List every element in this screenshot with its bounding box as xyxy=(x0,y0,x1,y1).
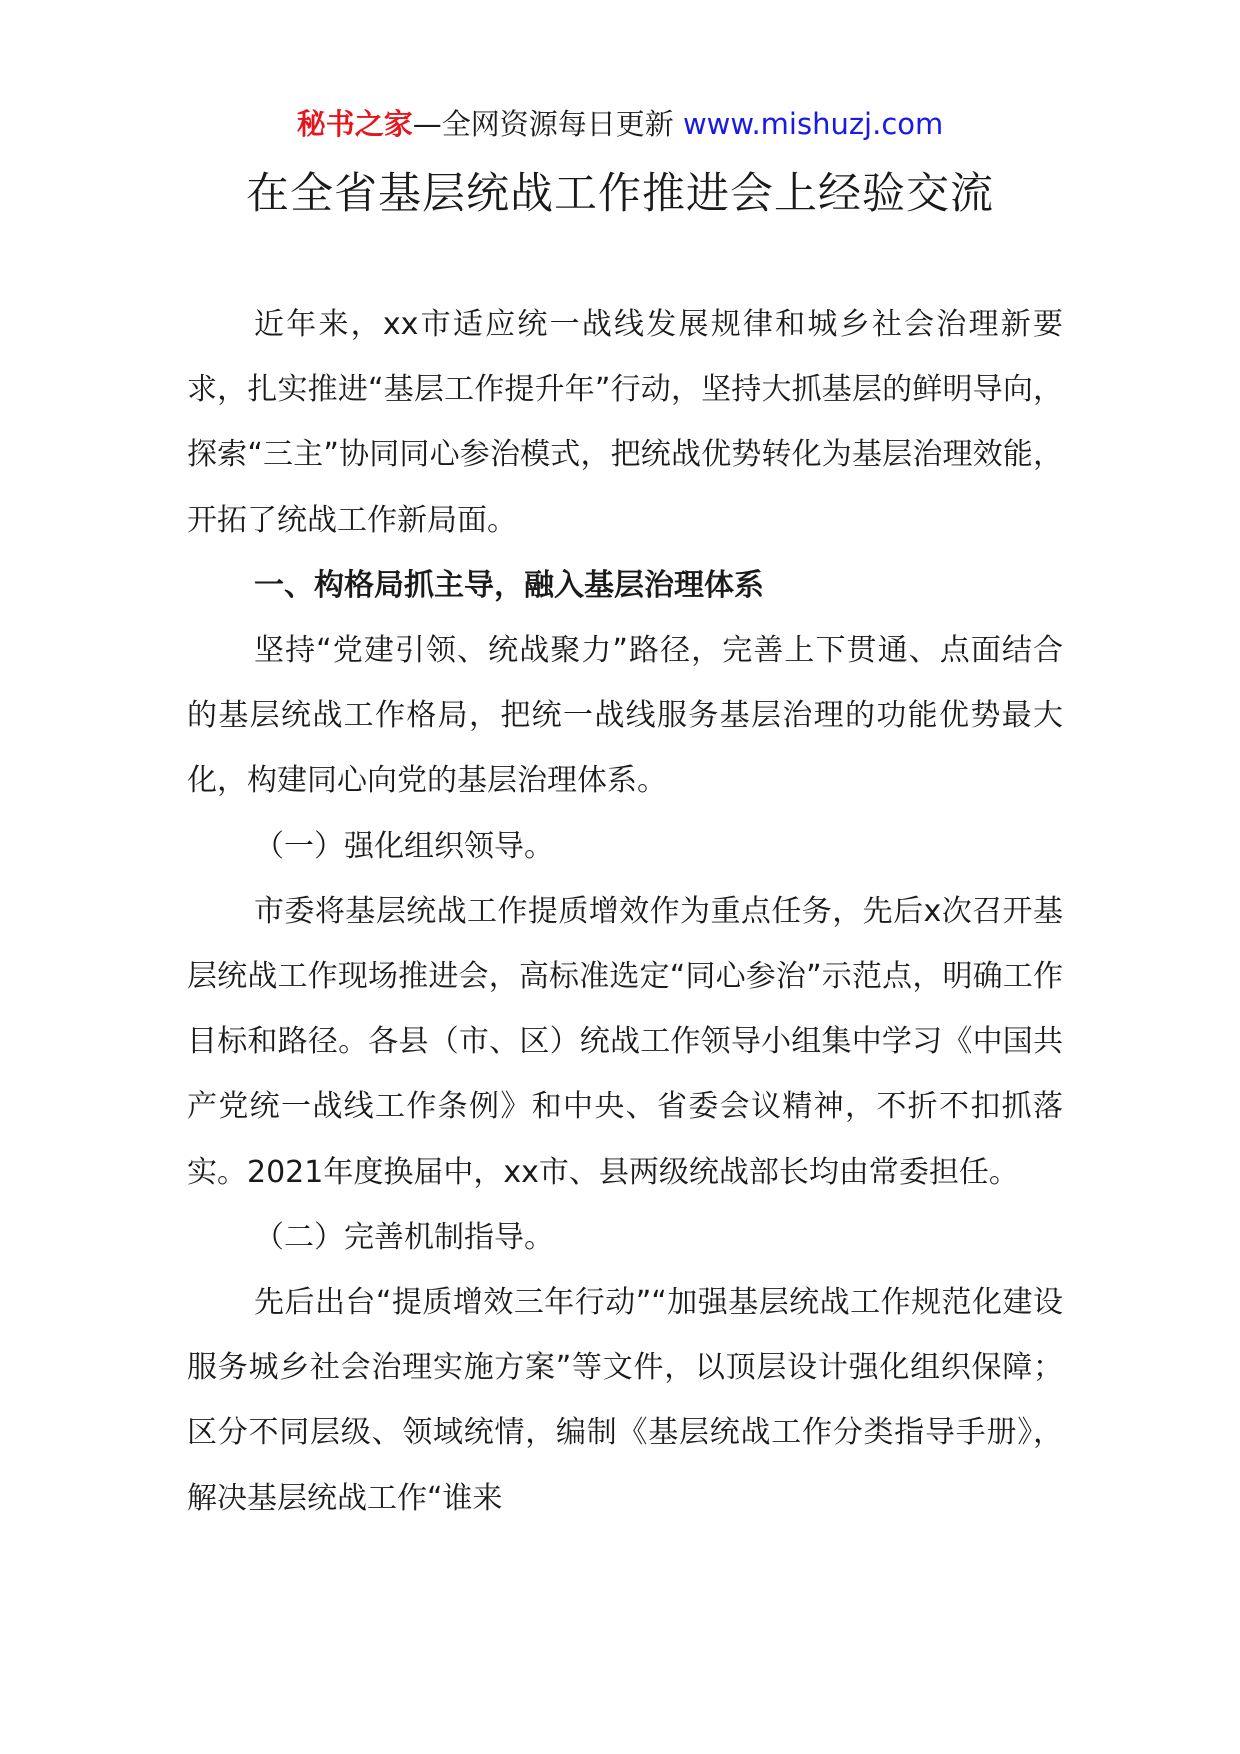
subheading-1: （一）强化组织领导。 xyxy=(254,828,554,864)
site-url-link[interactable]: www.mishuzj.com xyxy=(682,107,944,141)
document-body xyxy=(187,292,1063,1531)
paragraph-subsection-1: 市委将基层统战工作提质增效作为重点任务，先后x次召开基层统战工作现场推进会，高标准选定“同心参治”示范点，明确工作目标和路径。各县（市、区）统战工作领导小组集中学习《中国共产党统一战线工作条例》和中央、省委会议精神，不折不扣抓落实。2021年度换届中，xx市、县两级统战部长均由常委担任。 xyxy=(187,893,1063,1190)
subheading-2: （二）完善机制指导。 xyxy=(254,1219,554,1255)
document-title: 在全省基层统战工作推进会上经验交流 xyxy=(246,169,994,219)
section-heading-1: 一、构格局抓主导，融入基层治理体系 xyxy=(254,567,764,603)
brand-name: 秘书之家 xyxy=(296,107,413,141)
header-tagline: —全网资源每日更新 xyxy=(412,107,674,141)
site-header xyxy=(0,104,1240,144)
paragraph-subsection-2: 先后出台“提质增效三年行动”“加强基层统战工作规范化建设服务城乡社会治理实施方案”等文件，以顶层设计强化组织保障；区分不同层级、领域统情，编制《基层统战工作分类指导手册》，解决基层统战工作“谁来 xyxy=(187,1285,1063,1516)
paragraph-section-1: 坚持“党建引领、统战聚力”路径，完善上下贯通、点面结合的基层统战工作格局，把统一战线服务基层治理的功能优势最大化，构建同心向党的基层治理体系。 xyxy=(187,633,1063,799)
paragraph-intro: 近年来，xx市适应统一战线发展规律和城乡社会治理新要求，扎实推进“基层工作提升年”行动，坚持大抓基层的鲜明导向，探索“三主”协同同心参治模式，把统战优势转化为基层治理效能，开拓了统战工作新局面。 xyxy=(187,307,1063,538)
